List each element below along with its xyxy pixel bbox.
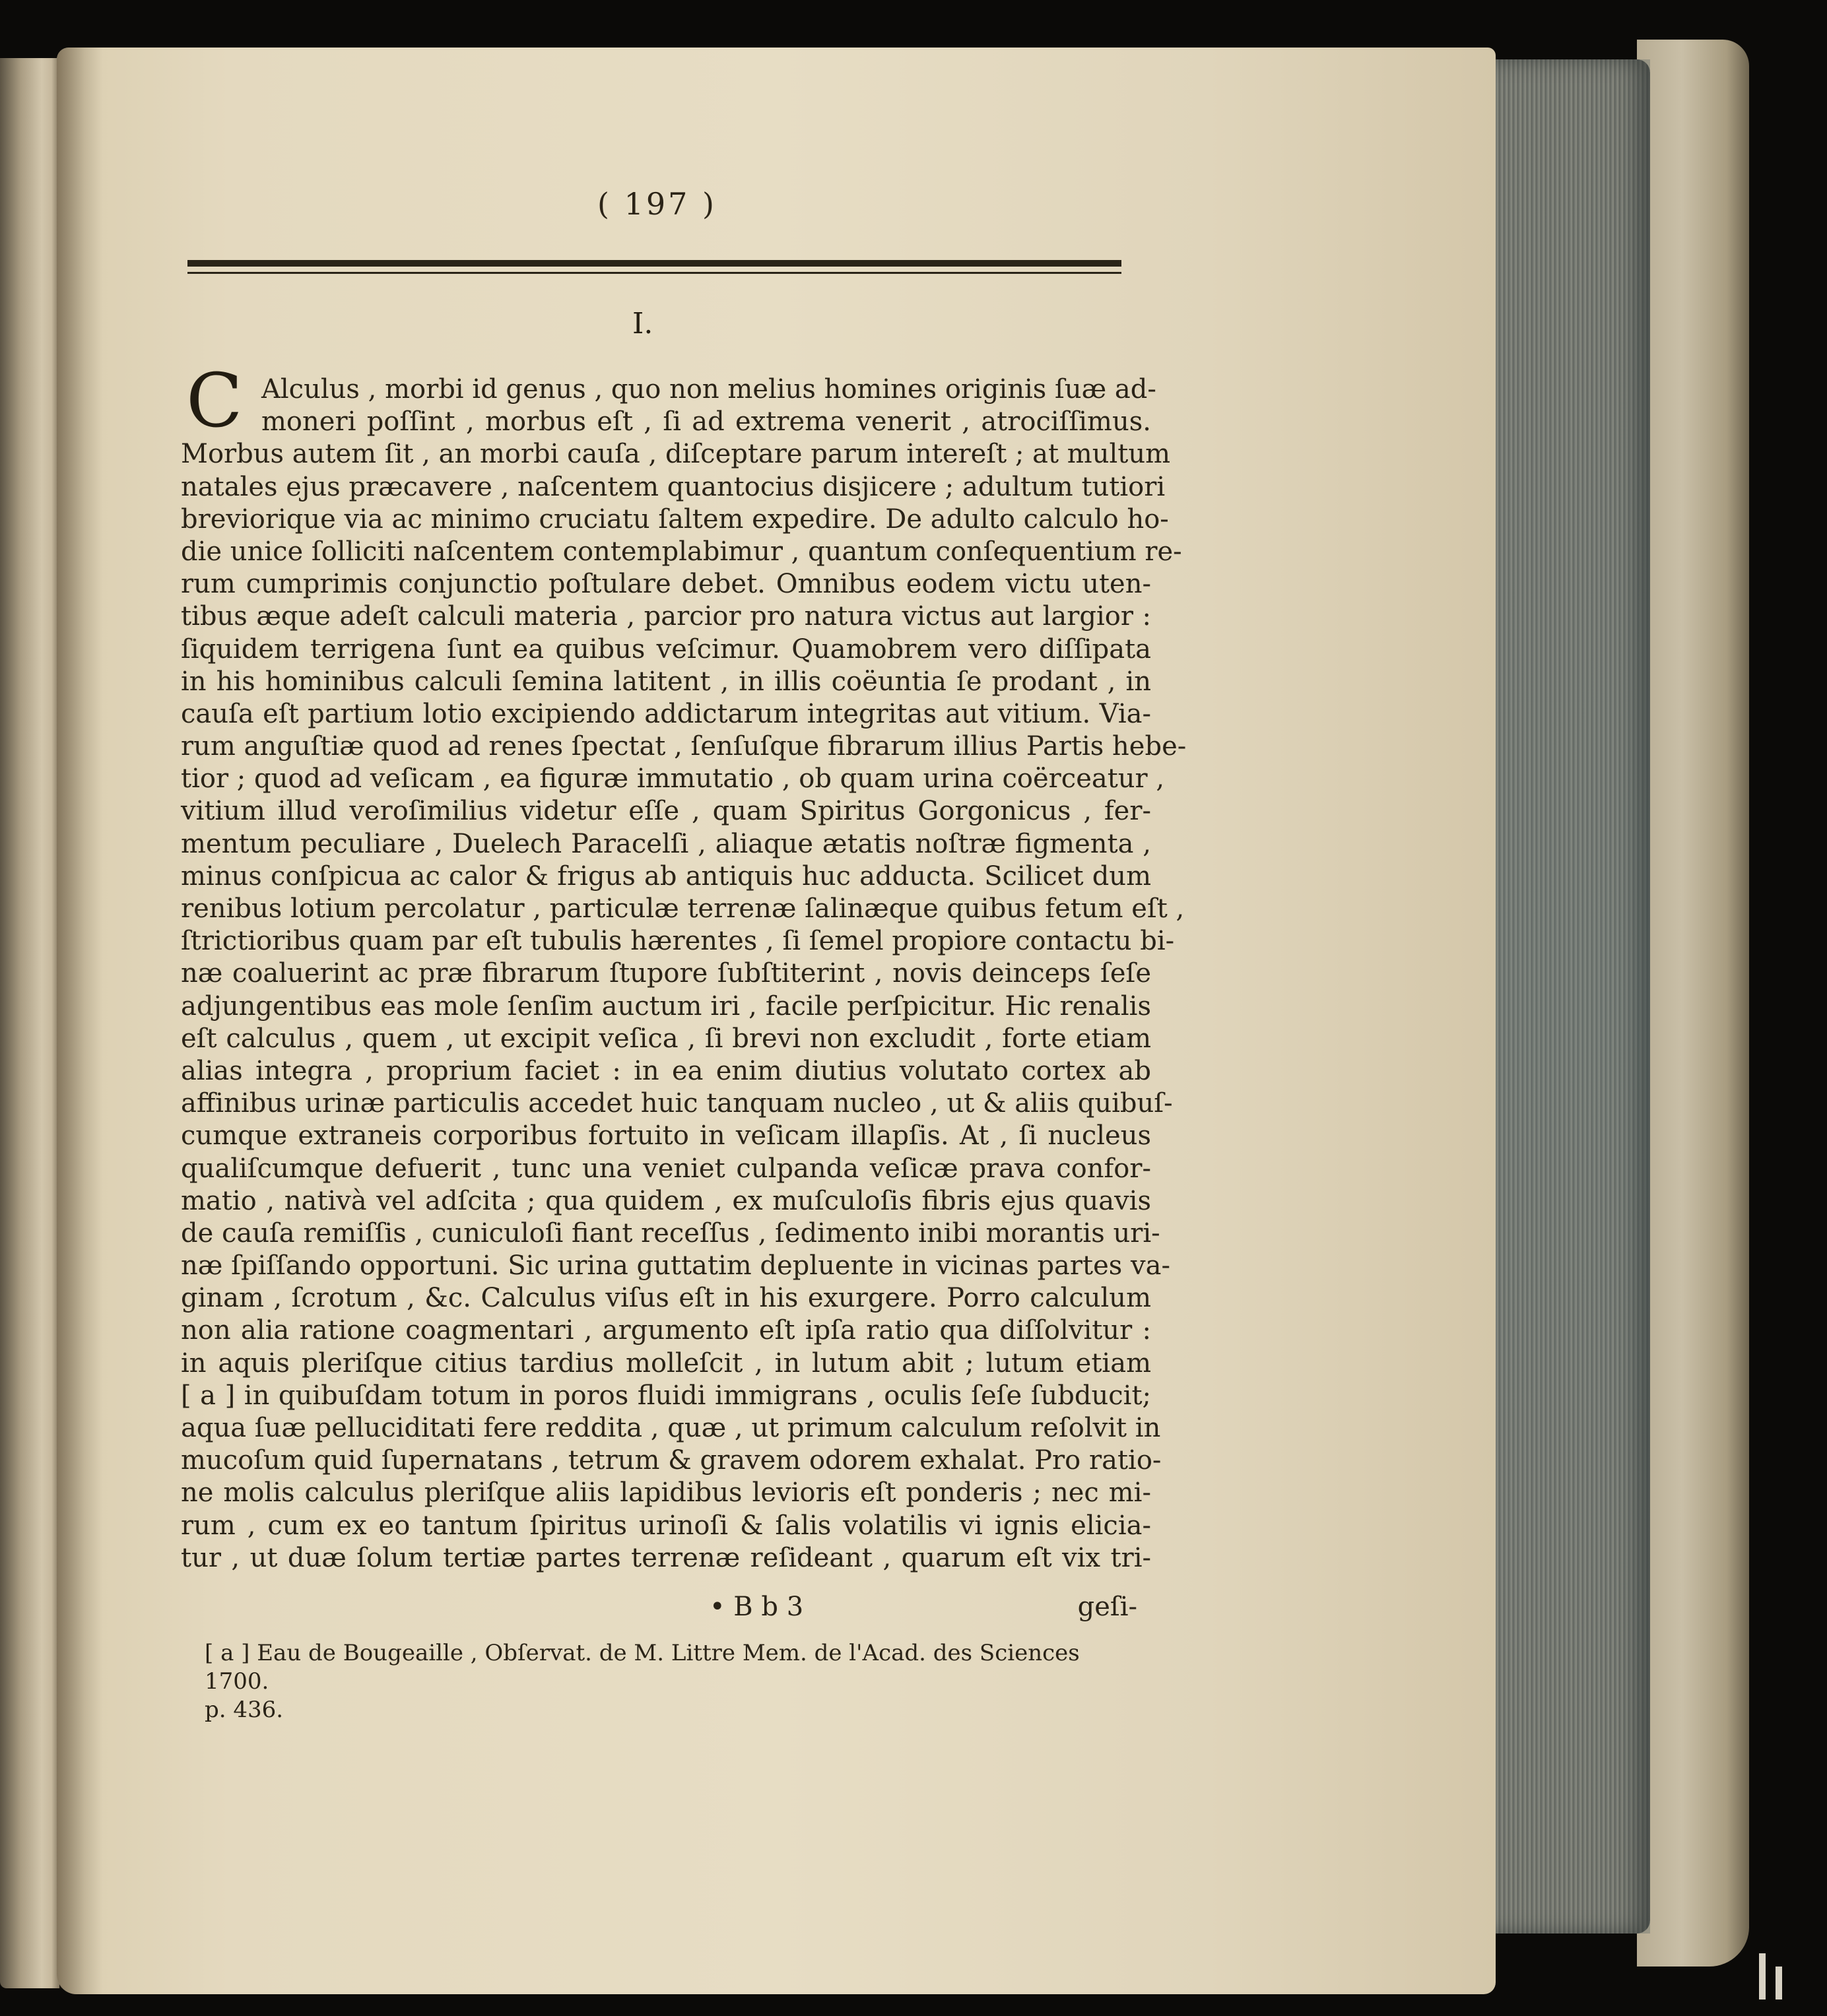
text-line: ſiquidem terrigena ſunt ea quibus veſcimur. Quamobrem vero diſſipata [181, 634, 1151, 665]
page-number: ( 197 ) [597, 186, 717, 222]
text-line: adjungentibus eas mole ſenſim auctum iri , facile perſpicitur. Hic renalis [181, 991, 1151, 1022]
printer-signature-mark: • B b 3 [710, 1592, 804, 1622]
body-text [181, 374, 1187, 1575]
text-line: tior ; quod ad veſicam , ea figuræ immutatio , ob quam urina coërceatur , [181, 764, 1165, 795]
text-line: die unice ſolliciti naſcentem contemplabimur , quantum conſequentium re- [181, 536, 1182, 567]
text-line: tur , ut duæ ſolum tertiæ partes terrenæ reſideant , quarum eſt vix tri- [181, 1542, 1151, 1573]
text-line: tibus æque adeſt calculi materia , parcior pro natura victus aut largior : [181, 601, 1151, 632]
text-line: rum anguſtiæ quod ad renes ſpectat , ſenſuſque fibrarum illius Partis hebe- [181, 731, 1187, 762]
photo-target-mark [1776, 1967, 1782, 2000]
text-line: næ ſpiſſando opportuni. Sic urina guttatim depluente in vicinas partes va- [181, 1251, 1170, 1282]
text-line: eſt calculus , quem , ut excipit veſica , ſi brevi non excludit , forte etiam [181, 1023, 1151, 1054]
text-line: affinibus urinæ particulis accedet huic tanquam nucleo , ut & aliis quibuſ- [181, 1088, 1173, 1119]
text-line: rum , cum ex eo tantum ſpiritus urinoſi & ſalis volatilis vi ignis elicia- [181, 1510, 1151, 1541]
text-line: non alia ratione coagmentari , argumento eſt ipſa ratio qua diſſolvitur : [181, 1315, 1151, 1346]
section-heading: I. [632, 307, 653, 341]
text-line: mucoſum quid ſupernatans , tetrum & gravem odorem exhalat. Pro ratio- [181, 1445, 1162, 1476]
text-line: ſtrictioribus quam par eſt tubulis hærentes , ſi ſemel propiore contactu bi- [181, 926, 1175, 957]
header-rule-thin [187, 272, 1121, 274]
text-line: [ a ] in quibuſdam totum in poros fluidi immigrans , oculis ſeſe ſubducit; [181, 1380, 1151, 1411]
text-line: renibus lotium percolatur , particulæ terrenæ ſalinæque quibus fetum eſt , [181, 894, 1185, 924]
footnote [205, 1639, 1148, 1724]
footnote-line: [ a ] Eau de Bougeaille , Obſervat. de M. Littre Mem. de l'Acad. des Sciences 1700. [205, 1640, 1080, 1695]
text-line: natales ejus præcavere , naſcentem quantocius disjicere ; adultum tutiori [181, 471, 1166, 502]
text-line: qualiſcumque defuerit , tunc una veniet culpanda veſicæ prava confor- [181, 1153, 1151, 1184]
text-line: breviorique via ac minimo cruciatu ſaltem expedire. De adulto calculo ho- [181, 504, 1169, 535]
catchword: geſi- [1077, 1592, 1137, 1622]
text-line: moneri poſſint , morbus eſt , ſi ad extrema venerit , atrociſſimus. [261, 406, 1151, 438]
text-line: in aquis pleriſque citius tardius molleſcit , in lutum abit ; lutum etiam [181, 1348, 1151, 1379]
book-cover-edge [1637, 40, 1749, 1967]
text-line: vitium illud veroſimilius videtur eſſe , quam Spiritus Gorgonicus , fer- [181, 796, 1151, 827]
drop-cap: C [186, 358, 243, 444]
text-line: in his hominibus calculi ſemina latitent , in illis coëuntia ſe prodant , in [181, 666, 1151, 697]
text-line: rum cumprimis conjunctio poſtulare debet. Omnibus eodem victu uten- [181, 569, 1151, 600]
text-line: aqua ſuæ pelluciditati fere reddita , quæ , ut primum calculum reſolvit in [181, 1413, 1161, 1443]
text-line: de cauſa remiſſis , cuniculoſi fiant receſſus , ſedimento inibi morantis uri- [181, 1218, 1160, 1249]
text-line: cauſa eſt partium lotio excipiendo addictarum integritas aut vitium. Via- [181, 698, 1151, 729]
text-line: næ coaluerint ac præ fibrarum ſtupore ſubſtiterint , novis deinceps ſeſe [181, 958, 1151, 989]
footnote-line: p. 436. [205, 1697, 284, 1723]
text-line: cumque extraneis corporibus fortuito in veſicam illapſis. At , ſi nucleus [181, 1121, 1151, 1152]
text-line: matio , nativà vel adſcita ; qua quidem , ex muſculoſis fibris ejus quavis [181, 1185, 1151, 1216]
text-line: alias integra , proprium faciet : in ea enim diutius volutato cortex ab [181, 1055, 1151, 1086]
header-rule-thick [187, 260, 1121, 267]
text-line: minus conſpicua ac calor & frigus ab antiquis huc adducta. Scilicet dum [181, 861, 1151, 892]
text-line: Alculus , morbi id genus , quo non melius homines originis ſuæ ad- [261, 374, 1156, 405]
text-line: Morbus autem ſit , an morbi cauſa , diſceptare parum intereſt ; at multum [181, 439, 1171, 470]
text-line: mentum peculiare , Duelech Paracelſi , aliaque ætatis noſtræ figmenta , [181, 828, 1151, 859]
photo-target-mark [1759, 1953, 1766, 2000]
left-facing-page-edge [0, 58, 59, 1988]
text-line: ginam , ſcrotum , &c. Calculus viſus eſt in his exurgere. Porro calculum [181, 1283, 1151, 1314]
text-line: ne molis calculus pleriſque aliis lapidibus levioris eſt ponderis ; nec mi- [181, 1478, 1151, 1509]
